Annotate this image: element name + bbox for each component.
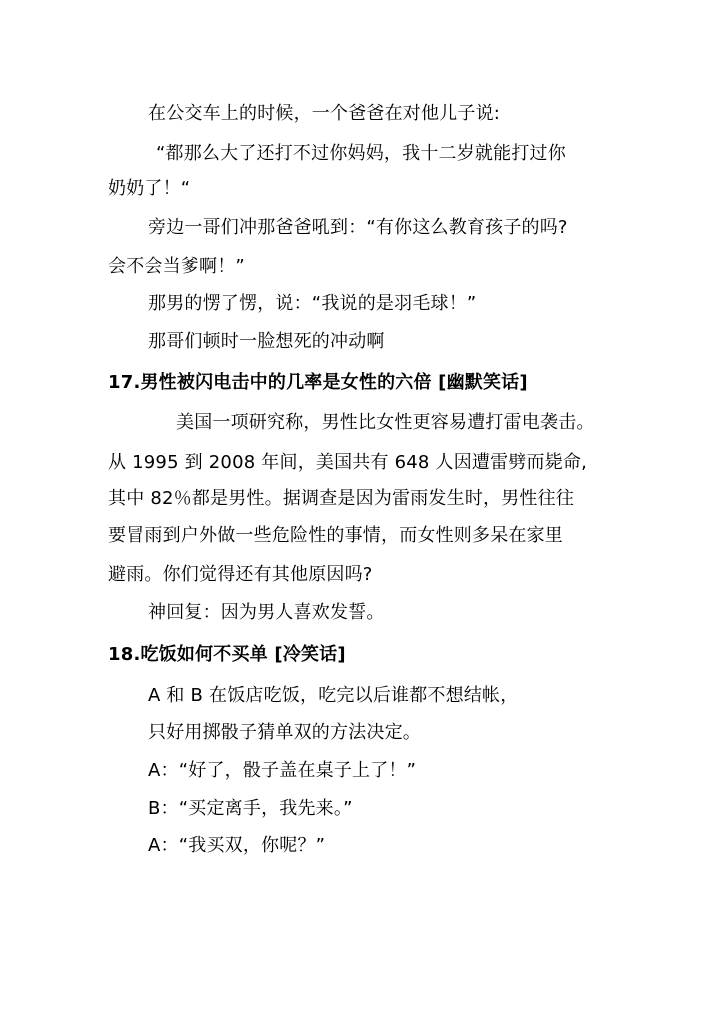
story1-line-6: 那男的愣了愣，说：“我说的是羽毛球！” [148,293,477,314]
section-17-line-3: 其中 82％都是男性。据调查是因为雷雨发生时，男性往往 [108,488,575,509]
section-17-line-4: 要冒雨到户外做一些危险性的事情，而女性则多呆在家里 [108,525,563,546]
story1-line-3: 奶奶了！“ [108,178,191,199]
section-17-line-6: 神回复：因为男人喜欢发誓。 [148,602,385,623]
section-18-heading: 18.吃饭如何不买单 [冷笑话] [108,644,346,665]
section-17-heading: 17.男性被闪电击中的几率是女性的六倍 [幽默笑话] [108,372,528,393]
section-18-line-4: B：“买定离手，我先来。” [148,798,353,819]
section-18-line-5: A：“我买双，你呢？” [148,835,326,856]
section-18-line-1: A 和 B 在饭店吃饭，吃完以后谁都不想结帐， [148,685,519,706]
story1-line-7: 那哥们顿时一脸想死的冲动啊 [148,331,385,352]
section-18-line-2: 只好用掷骰子猜单双的方法决定。 [148,722,421,743]
story1-line-2: “都那么大了还打不过你妈妈，我十二岁就能打过你 [156,143,566,164]
section-17-line-5: 避雨。你们觉得还有其他原因吗? [108,564,373,585]
section-17-line-1: 美国一项研究称，男性比女性更容易遭打雷电袭击。 [176,412,595,433]
story1-line-1: 在公交车上的时候，一个爸爸在对他儿子说: [148,103,501,124]
section-17-line-2: 从 1995 到 2008 年间，美国共有 648 人因遭雷劈而毙命, [108,452,588,473]
story1-line-4: 旁边一哥们冲那爸爸吼到：“有你这么教育孩子的吗? [148,217,568,238]
section-18-line-3: A：“好了，骰子盖在桌子上了！” [148,760,417,781]
story1-line-5: 会不会当爹啊！” [108,256,245,277]
